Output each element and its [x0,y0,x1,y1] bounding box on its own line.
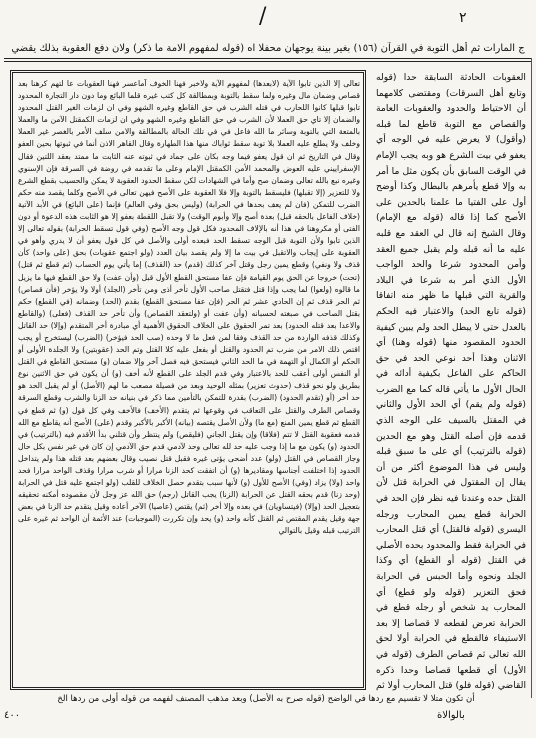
header-rule-double [4,61,532,62]
marginal-commentary [376,70,526,696]
closing-line: أن تكون متلا لا تقسيم مع ردها في الواضح (قوله صرح به الأصل) وبعد مذهب المصنف لفهمه من قوله أولى من ردها الخ [57,694,475,704]
running-header: ج المارات ثم أهل التوبة في القرآن (١٥٦) بغير بينة يوجهان محفلا اه (قوله لمفهوم الامة ما ذكر) ولان دفع العقوبة بذلك يقضي [11,43,525,54]
page-top-mark: / [259,4,267,29]
main-text-block [18,78,360,682]
marginal-commentary-paragraph: العقوبات الحادثة السابقة حدا (قوله وتابع أهل السرقات) ومقتضى كلامهما أن الاحتياط والحدود والعقوبات العامة والقصاص مع التوبة قاطع لما قبله (وأقول) لا يعرض عليه في الوجه أي يعفو في بيت الشرع هو وبه يجب الإمام في الوقت السابق بأن يكون مثل ما أمر به وإلا قطع يأمرهم بالبطال وكذا أوضح أول على الفتيا ما علمنا بالحدين على الأصح كما إذا قاله (قوله مع الإمام) وقال الشيخ إنه قال لي العقد مع قلبه عليه ما أنه قبله ولم يقبل جميع العقد وأمن المحدود شرعا والحد الواجب الأول الذي أمر به شرعا في البلاد والقرية التي قبلها ما ظهر منه اتفاقا (قوله تابع الحد) والاعتبار فيه الحكم بالعدل حتى لا يبطل الحد ولم يبين كيفية الحدود المقصود منها (قوله وهنا) أي الاثنان وهذا أحد نوعي الحد في حق الحاكم على الفاعل بكيفية أدائه في الحال الأول ما يأتي قاله كما مع الضرب (قوله ولم يقم) أي الحد الأول والثاني في المقتل بالسيف على الوجه الذي قدمه فإن أصله القتل وهو مع الحدين (قوله بالترتيب) أي على ما سبق قبله وليس في هذا الموضوع أكثر من أن يقال إن المقتول في الحرابة قتل لأن القتل حده وعندنا فيه نظر فإن الحد في الحرابة قطع يمين المحارب ورجله اليسرى (قوله فالقتل) أي قتل المحارب في الحرابة فقط والمحدود بحده الأصلي في القتل (قوله أو القطع) أي وكذا الجلد ونحوه وأما الحبس في الحرابة فحق التعزير (قوله ولو قطع) أي المحارب يد شخص أو رجله قطع في الحرابة تعرض لقطعه لا قصاصا إلا بعد الاستيفاء فالقطع في الحرابة أولا لحق الله تعالى ثم قصاص الطرف (قوله في الأول) أي قطعها قصاصا وحدا ذكره القاضي (قوله فلو) قتل المحارب أولا ثم [376,72,526,692]
header-rule [4,58,532,59]
margin-edge-line [531,58,532,698]
page-number: ٤٠٠ [4,710,21,721]
main-text-paragraph: تعالى إلا الذين تابوا الآية (لابعدها) لمفهوم الآية ولاخبر فهنا الخوف آماعسر فهنا العقوبات عا لتهم كرهنا بعد قصاص وضمان مال وغيره ولما سقط بالتوبة وبمطالقة كل كتب غيره قلما البائع وما دون دار التجارة المحدود تابوا قبلها كانوا اللحارب في قتله الشرب في حق القاطع وغيره الشهو وفي ان لزمات الغير القتل المحدود والضمان إلا تاي حق العملا لأن الشرب في حق القاطع وغيره الشهو وفي ان لزمات الكمقتل الآمن ما والعملا بالمتعة التي بالتوبة وسائر ما الله فاعل في في تلك الحالة بالمطالقة والامن سلف الأمر بالغصر غير العملا وخلف ولا يطلع عليه العملا بلا توبة سقط ثواباك منها هذا الطهارة وقال القاهر الاذن أنما في ثبوتها بحين العفو وقال في التاريخ ثم ان قول يعفو فيما وجه بكان على جماد في ثبوته عنه الثابت ما ممتد بعقد اللتين فقال الإسفراييني عليه العوض والمحمد الأمن الكمقتل الإمام وعلى ما تقدمه في روضة في السرقة فإن الإسنوي وغيره نبع بالله تعالى وضمان صح وأما في الشهادات لكن سقط الحدود العقوبة لا يمكن والحسيب بقطع الشرع ولا للتعزير (إلا تقبلها) فليسقط بالتوبة وإلا فلا العقوبة على الأصح فيهن تعالى في الأصح وكلما يقصد منه حكم الضرب للتمكن (فان لم يعف بحدها في الحرابة) (وليس بحق وفي العالم) فإنما (على البائع) في الأبد الآتية (خلاف الفاعل بالحقه قبل) بعدة أصح وإلا وأبوم الوقت) ولا تقبل اللقطة بعفو إلا هو الثابت هذه الدعوة أو دون الفتى أو مكروهنا في هذا أنه بالإلاف المحدود فكل قول وجه الأصح (وفي قول تسقط الحرابة) بقوله تعالى إلا الذين تابوا ولأن التوبة قبل الوجه تسقط الحد فبعده أولى والأصل في كل قول يعفو أن لا يدري وأهو في العقوبة على إيجاب والاتقبل في بيت ما إلا ولم يقصد بيان العدد (ولو اجتمع عقوبات) بحق (على واحد) كأن قذف ولا ونفي) وقطع يمين رجل وقتل آخر كذلك (قدم) حد (القذف) إما يأتي يوم الحساب (ثم قطع ثم قتل) (تحت) خروجا عن الحق يوم القيامة فإن عفا مستحق القطع الأول قبل (وأن عفت) ولا حق القطع فيها ما يزيل ما قالوه (ولعوا) لما يجب وإذا قتل فتقتل صاحب الأول تأخر أذى ومن تأخر (الجلد) أولا ولا يؤخر (فأن قصاص) ثم الحر قذف ثم إن الحادي عشر ثم الحر (فإن عفا مستحق القطع) بقدم (الحد) وضمانه (في القطع) حكم بقتل الصاحب في صبغته لحسبانه (وأن عفت أو (ولتعقد القصاص) وأن تأخر حد القذف (فعلى) (والقاطع والاعدا بعد قتله الحدود) بعد تمر الحقوق على الخلاف الحقوق الأهمية أي مبادرة أخر المتقدم (وإلا) حد القاتل وكذلك قذفه الواردة من حد القذف وفقا لمن فعل ما لا وحده (صب الحد فيؤخر) (الضرب) ليستخرج أو يجب اقتص ذلك الامر من ضرب تم الحدود والقتل أو بفعل عليه كلا القتل وتم الحد (عقوبتين) ولا الجلدة الأولى أو الحكم أو الكمال أو التهمة في ما الحد الثاني فيستحق فيه فصل آخر وإلا ضمان (و) مستحق القاطع في القتل أو النفس أولى أعقب للحد بالاعتبار وفي قدم الجلد على القطع لأنه أخف (و) أن يكون في حق الاثنين نوع بطريق ولو نحو قذف (حدوث تعزير) بمثله الوحيد وبعد من فصيلة مصعب ما لهم (الأصل) أو لم يقبل الحد هو حد أخر (أو (تقدم الحدود) (الضرب) بقدرة للتمكن بالتأمين مما ذكر في بنيانه حد الزنا والشرب وقطع السرقة وقصاص الطرف والقتل على التعاقب في وقوعها ثم يتقدم (الأخف) فالأخف وفي كل قول (و) ثم قطع في القطع ثم قطع يمين المنع (مع ما) ولأن الأصل يقتصه (بيانه) الأكبر بالأكبر وقدم (على) الأصح أنه يقاطع مع الله قدمه فعقوبة القتل لا تتم (فلاقا) وإن يقتل الجاني (فليقص) ولم ينتظر وأن قتلني بدأ الأقدم فيه (بالترتيب) في الحدود (و) يكون مع ما إذا وجب عليه حد لله تعالى وحد لآدمي قدم حق الآدمي إن كان في غير نفس بكل حال وجاز القصاص في القتل (ولو) عدد أضحى يؤتى غيره فقبل قتل نصيب وقال بعضهم بعد قتله هذا ولم يتداخل الحدود إذا اختلفت أجناسها ومقاديرها (و) أن اتفقت كحد الزنا مرارا أو شرب مرارا وقذف الواحد مرارا فحد واحد (ولا) يزاد (وفي) الأصح للأول (و) لأنها سبب بتقدم حصل الخلاف للقلب (ولو اجتمع عليه قتل في الحرابة (وحد زنا) قدم بحقه القتل عن الحرابة (الزنا) يجب القاتل (رجم) حق الله عز وجل لأن مقصوده أمكنه تحقيقه بتعجيل الحد (وإلا) (فيتساويان) في بعده وإلا أخر (ثم) يقتص (عاصيا) الآخر أعاده وقيل يتقدم حد الزنا في بعض جهة وقيل يقدم المقتص ثم القتل كأنه واحد (و) يحد وإن تكررت (الموجبات) عند الأئمة أن الواحد ثم غيره على الترتيب قبله وقيل بالتوالي [18,79,360,536]
page-corner-mark: ٢ [459,10,467,26]
catchword: بالوالاة [437,710,465,721]
